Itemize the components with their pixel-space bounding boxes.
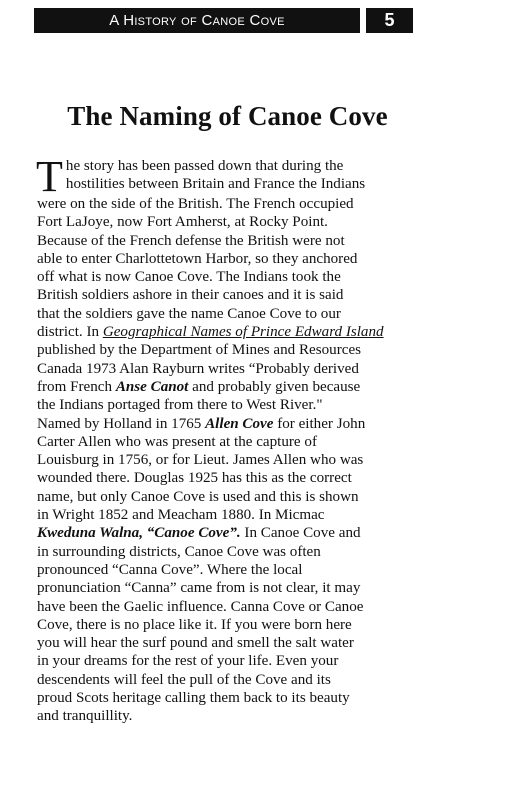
- text-line: able to enter Charlottetown Harbor, so they anchored: [37, 250, 358, 267]
- text-line: the Indians portaged from there to West River.": [37, 397, 323, 414]
- text-fragment: In Canoe Cove and: [240, 525, 361, 542]
- text-line: and tranquillity.: [37, 708, 133, 725]
- page-number-label: 5: [384, 10, 395, 30]
- text-line: he story has been passed down that during the: [65, 158, 344, 174]
- text-line: Carter Allen who was present at the capture of: [37, 433, 317, 450]
- text-line: in your dreams for the rest of your life. Even your: [37, 653, 339, 670]
- text-fragment: from French: [37, 378, 116, 395]
- text-line: Because of the French defense the British were not: [37, 232, 345, 249]
- text-line: proud Scots heritage calling them back to its beauty: [37, 690, 350, 707]
- text-line: [37, 378, 415, 396]
- french-name: Anse Canot: [115, 378, 189, 395]
- text-line: name, but only Canoe Cove is used and this is shown: [37, 488, 359, 505]
- text-line: hostilities between Britain and France the Indians: [65, 176, 366, 193]
- text-line: off what is now Canoe Cove. The Indians took the: [37, 269, 341, 286]
- text-line: wounded there. Douglas 1925 has this as the correct: [37, 470, 352, 487]
- text-line: that the soldiers gave the name Canoe Cove to our: [37, 305, 341, 322]
- text-line: [37, 415, 415, 433]
- micmac-name: Kweduna Walna, “Canoe Cove”.: [37, 525, 241, 542]
- text-line: pronunciation “Canna” came from is not clear, it may: [37, 580, 361, 597]
- text-line: published by the Department of Mines and Resources: [37, 342, 362, 359]
- text-line: Fort LaJoye, now Fort Amherst, at Rocky Point.: [37, 214, 328, 231]
- text-line: Canada 1973 Alan Rayburn writes “Probably derived: [37, 360, 359, 377]
- text-fragment: for either John: [273, 415, 366, 432]
- text-line: Cove, there is no place like it. If you were born here: [37, 616, 352, 633]
- text-line: [37, 323, 415, 341]
- historic-name: Allen Cove: [205, 415, 274, 432]
- text-fragment: and probably given because: [188, 378, 361, 395]
- text-fragment: district. In: [37, 324, 103, 341]
- text-line: have been the Gaelic influence. Canna Cove or Canoe: [37, 598, 364, 615]
- text-line: in Wright 1852 and Meacham 1880. In Micmac: [37, 507, 325, 524]
- body-paragraph: [36, 152, 415, 726]
- drop-cap: T: [36, 152, 63, 201]
- text-line: in surrounding districts, Canoe Cove was often: [37, 543, 321, 560]
- running-header: [34, 8, 360, 33]
- running-title: A History of Canoe Cove: [109, 12, 285, 29]
- text-line: descendents will feel the pull of the Cove and its: [37, 671, 331, 688]
- page-title: The Naming of Canoe Cove: [67, 101, 388, 131]
- text-fragment: Named by Holland in 1765: [37, 415, 206, 432]
- book-title: Geographical Names of Prince Edward Island: [102, 324, 384, 341]
- text-line: were on the side of the British. The French occupied: [37, 196, 354, 212]
- text-line: British soldiers ashore in their canoes and it is said: [37, 287, 344, 304]
- text-line: [37, 524, 415, 542]
- text-line: pronounced “Canna Cove”. Where the local: [37, 561, 303, 578]
- text-line: you will hear the surf pound and smell the salt water: [37, 635, 354, 652]
- text-line: Louisburg in 1756, or for Lieut. James Allen who was: [37, 452, 364, 469]
- page-number: [366, 8, 413, 33]
